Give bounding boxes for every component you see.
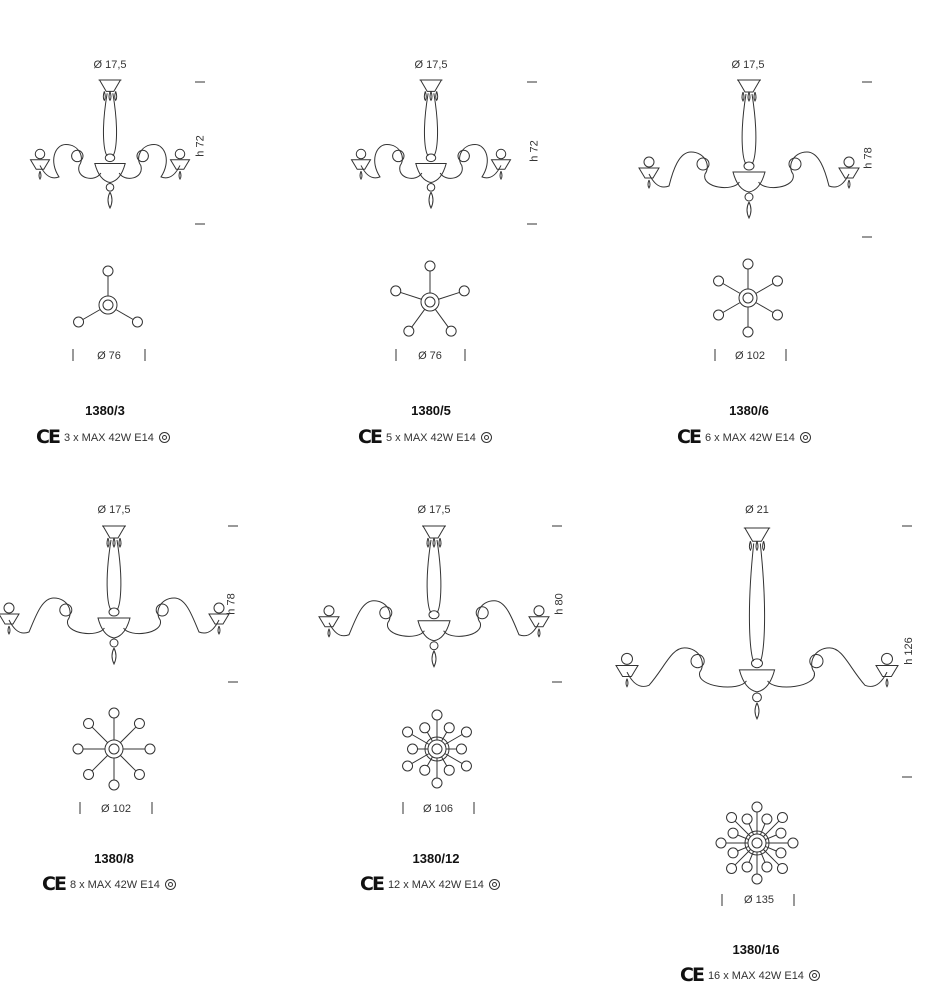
bulb-globe [214, 603, 224, 613]
plan-arm [412, 735, 429, 745]
crystal-drop [107, 538, 109, 547]
plan-arm-end [420, 765, 430, 775]
top-diameter-label: Ø 17,5 [731, 59, 765, 71]
plan-arm-end [408, 744, 418, 754]
plan-arm-end [391, 286, 401, 296]
crystal-drop [427, 538, 429, 547]
plan-arm-end [444, 723, 454, 733]
plan-arm [83, 310, 100, 320]
ce-mark-icon: CE [358, 426, 381, 448]
canopy [745, 528, 769, 541]
stem-left [742, 94, 746, 164]
stem-knot [426, 154, 436, 162]
plan-hub-inner [109, 744, 119, 754]
central-bowl [95, 164, 125, 183]
plan-arm-end [727, 863, 737, 873]
candle-cup [319, 617, 339, 627]
stem-right [760, 543, 764, 661]
lamp-bulb-icon [159, 432, 170, 443]
crystal-drop [115, 91, 117, 100]
plan-arm [116, 310, 133, 320]
plan-arm-end [776, 828, 786, 838]
plan-hub-inner [425, 297, 435, 307]
scroll-arm [119, 145, 180, 179]
plan-hub-outer [421, 293, 439, 311]
pendant-drop [432, 651, 436, 667]
plan-arm-end [103, 266, 113, 276]
plan-arm-end [788, 838, 798, 848]
scroll-arm [627, 648, 746, 687]
plan-arm-end [132, 317, 142, 327]
candle-cup [639, 168, 659, 178]
base-diameter-label: Ø 102 [101, 803, 131, 815]
ce-mark-icon: CE [36, 426, 59, 448]
stem-left [424, 93, 428, 156]
crystal-drop [360, 171, 362, 179]
plan-arm-end [743, 327, 753, 337]
stem-right [113, 93, 117, 156]
crystal-drop [626, 679, 628, 687]
base-diameter-label: Ø 102 [735, 350, 765, 362]
plan-arm-end [743, 259, 753, 269]
bulb-globe [844, 157, 854, 167]
pendant-ball [106, 184, 114, 192]
central-bowl [418, 621, 450, 641]
candle-cup [209, 614, 229, 624]
lamp-bulb-icon [481, 432, 492, 443]
scroll-arm [361, 145, 422, 179]
plan-arm [401, 292, 422, 299]
crystal-drop [179, 171, 181, 179]
plan-arm-end [728, 828, 738, 838]
pendant-ball [427, 184, 435, 192]
bulb-globe [356, 149, 366, 159]
crystal-drop [848, 180, 850, 188]
crystal-drop [439, 538, 441, 547]
plan-arm [92, 755, 108, 771]
lamp-spec [36, 428, 170, 447]
stem-right [437, 540, 441, 613]
height-label: h 78 [225, 593, 238, 615]
plan-arm-end [134, 769, 144, 779]
crystal-drop [886, 679, 888, 687]
ce-mark-icon: CE [360, 873, 383, 895]
crystal-drop [119, 538, 121, 547]
plan-arm-end [446, 326, 456, 336]
height-label: h 80 [553, 593, 566, 615]
lamp-spec-text: 5 x MAX 42W E14 [385, 431, 476, 444]
candle-cup [171, 160, 190, 170]
crystal-drop [749, 541, 751, 550]
plan-arm-end [714, 310, 724, 320]
plan-arm [756, 284, 773, 294]
plan-arm-end [444, 765, 454, 775]
crystal-drop [500, 171, 502, 179]
stem-knot [752, 659, 763, 668]
candle-cup [492, 160, 511, 170]
stem-right [752, 94, 756, 164]
plan-arm-end [728, 848, 738, 858]
bulb-globe [175, 149, 185, 159]
stem-knot [429, 611, 439, 619]
base-diameter-label: Ø 76 [418, 350, 442, 362]
plan-arm-end [461, 761, 471, 771]
lamp-spec-text: 6 x MAX 42W E14 [704, 431, 795, 444]
lamp-spec [360, 875, 500, 894]
plan-arm-end [742, 814, 752, 824]
candle-cup [352, 160, 371, 170]
plan-arm [445, 754, 462, 764]
plan-hub-outer [748, 834, 766, 852]
stem-left [749, 543, 753, 661]
candle-cup [31, 160, 50, 170]
height-label: h 126 [902, 637, 915, 665]
height-label: h 72 [194, 135, 207, 157]
stem-left [103, 93, 107, 156]
lamp-bulb-icon [800, 432, 811, 443]
plan-hub-inner [752, 838, 762, 848]
plan-arm [120, 755, 136, 771]
crystal-drop [763, 541, 765, 550]
crystal-drop [748, 92, 750, 101]
plan-arm-end [109, 780, 119, 790]
lamp-spec [358, 428, 492, 447]
bulb-globe [644, 157, 654, 167]
top-diameter-label: Ø 17,5 [417, 504, 451, 516]
candle-cup [529, 617, 549, 627]
lamp-spec [677, 428, 811, 447]
plan-arm-end [752, 874, 762, 884]
plan-arm-end [134, 719, 144, 729]
crystal-drop [754, 92, 756, 101]
bulb-globe [496, 149, 506, 159]
base-diameter-label: Ø 135 [744, 894, 774, 906]
plan-arm [445, 735, 462, 745]
product-code: 1380/12 [412, 851, 460, 866]
scroll-arm [444, 601, 539, 637]
top-diameter-label: Ø 17,5 [414, 59, 448, 71]
lamp-bulb-icon [165, 879, 176, 890]
crystal-drop [430, 91, 432, 100]
plan-arm-end [84, 769, 94, 779]
pendant-ball [753, 693, 762, 702]
plan-arm-end [145, 744, 155, 754]
crystal-drop [39, 171, 41, 179]
plan-arm-end [752, 802, 762, 812]
canopy [421, 80, 442, 91]
crystal-drop [424, 91, 426, 100]
plan-arm-end [461, 727, 471, 737]
lamp-spec-text: 16 x MAX 42W E14 [707, 969, 804, 982]
plan-arm [92, 727, 108, 743]
pendant-ball [430, 642, 438, 650]
plan-arm [120, 727, 136, 743]
ce-mark-icon: CE [677, 426, 700, 448]
plan-hub-inner [432, 744, 442, 754]
height-label: h 72 [528, 140, 541, 162]
crystal-drop [113, 538, 115, 547]
plan-arm-end [403, 761, 413, 771]
plan-hub-inner [743, 293, 753, 303]
lamp-spec [680, 966, 820, 985]
canopy [423, 526, 445, 538]
product-code: 1380/6 [729, 403, 769, 418]
plan-arm-end [73, 744, 83, 754]
scroll-arm [440, 145, 501, 179]
plan-arm-end [425, 261, 435, 271]
base-diameter-label: Ø 76 [97, 350, 121, 362]
pendant-ball [110, 639, 118, 647]
lamp-spec [42, 875, 176, 894]
central-bowl [739, 670, 774, 692]
plan-arm-end [777, 863, 787, 873]
scroll-arm [759, 152, 849, 188]
product-code: 1380/3 [85, 403, 125, 418]
crystal-drop [756, 541, 758, 550]
bulb-globe [4, 603, 14, 613]
plan-hub-outer [105, 740, 123, 758]
crystal-drop [436, 91, 438, 100]
stem-right [434, 93, 438, 156]
stem-knot [744, 162, 754, 170]
stem-knot [105, 154, 115, 162]
crystal-drop [433, 538, 435, 547]
plan-arm [723, 303, 740, 313]
product-code: 1380/8 [94, 851, 134, 866]
crystal-drop [648, 180, 650, 188]
bulb-globe [534, 606, 544, 616]
plan-arm-end [432, 710, 442, 720]
plan-arm-end [404, 326, 414, 336]
plan-arm-end [762, 862, 772, 872]
lamp-bulb-icon [809, 970, 820, 981]
crystal-drop [103, 91, 105, 100]
stem-left [427, 540, 431, 613]
scroll-arm [9, 598, 104, 634]
stem-left [107, 540, 111, 610]
stem-right [117, 540, 121, 610]
scroll-arm [40, 145, 101, 179]
product-code: 1380/5 [411, 403, 451, 418]
central-bowl [733, 172, 765, 192]
plan-arm-end [772, 276, 782, 286]
candle-cup [0, 614, 19, 624]
candle-cup [876, 666, 898, 677]
plan-arm-end [456, 744, 466, 754]
top-diameter-label: Ø 21 [745, 504, 769, 516]
plan-arm-end [742, 862, 752, 872]
pendant-drop [112, 648, 116, 664]
lamp-bulb-icon [489, 879, 500, 890]
plan-arm-end [776, 848, 786, 858]
plan-arm [723, 284, 740, 294]
ce-mark-icon: CE [680, 964, 703, 986]
pendant-drop [747, 202, 751, 218]
top-diameter-label: Ø 17,5 [97, 504, 131, 516]
plan-arm [439, 292, 460, 299]
base-diameter-label: Ø 106 [423, 803, 453, 815]
plan-arm-end [772, 310, 782, 320]
pendant-ball [745, 193, 753, 201]
plan-arm-end [459, 286, 469, 296]
scroll-arm [124, 598, 219, 634]
scroll-arm [649, 152, 739, 188]
plan-arm-end [109, 708, 119, 718]
crystal-drop [218, 626, 220, 634]
canopy [103, 526, 125, 538]
ce-mark-icon: CE [42, 873, 65, 895]
plan-arm-end [84, 719, 94, 729]
plan-arm [412, 754, 429, 764]
lamp-spec-text: 8 x MAX 42W E14 [69, 878, 160, 891]
plan-hub-inner [103, 300, 113, 310]
canopy [738, 80, 760, 92]
bulb-globe [324, 606, 334, 616]
plan-hub-ring [425, 737, 449, 761]
product-code: 1380/16 [732, 942, 780, 957]
top-diameter-label: Ø 17,5 [93, 59, 127, 71]
plan-arm-end [716, 838, 726, 848]
plan-arm-end [74, 317, 84, 327]
scroll-arm [768, 648, 887, 687]
crystal-drop [109, 91, 111, 100]
crystal-drop [8, 626, 10, 634]
lamp-spec-text: 12 x MAX 42W E14 [387, 878, 484, 891]
candle-cup [839, 168, 859, 178]
canopy [100, 80, 121, 91]
pendant-drop [429, 192, 433, 208]
stem-knot [109, 608, 119, 616]
scroll-arm [329, 601, 424, 637]
central-bowl [98, 618, 130, 638]
lamp-spec-text: 3 x MAX 42W E14 [63, 431, 154, 444]
plan-arm-end [777, 813, 787, 823]
plan-hub-outer [739, 289, 757, 307]
plan-hub-outer [428, 740, 446, 758]
crystal-drop [742, 92, 744, 101]
height-label: h 78 [862, 147, 875, 169]
plan-arm [756, 303, 773, 313]
plan-arm-end [714, 276, 724, 286]
candle-cup [616, 666, 638, 677]
crystal-drop [328, 629, 330, 637]
plan-arm-end [420, 723, 430, 733]
crystal-drop [538, 629, 540, 637]
pendant-drop [108, 192, 112, 208]
plan-arm [412, 309, 425, 327]
plan-arm [435, 309, 448, 327]
plan-hub-outer [99, 296, 117, 314]
bulb-globe [882, 653, 893, 664]
central-bowl [416, 164, 446, 183]
bulb-globe [35, 149, 45, 159]
plan-arm-end [403, 727, 413, 737]
pendant-drop [755, 703, 759, 719]
bulb-globe [622, 653, 633, 664]
plan-arm-end [727, 813, 737, 823]
plan-arm-end [432, 778, 442, 788]
plan-arm-end [762, 814, 772, 824]
